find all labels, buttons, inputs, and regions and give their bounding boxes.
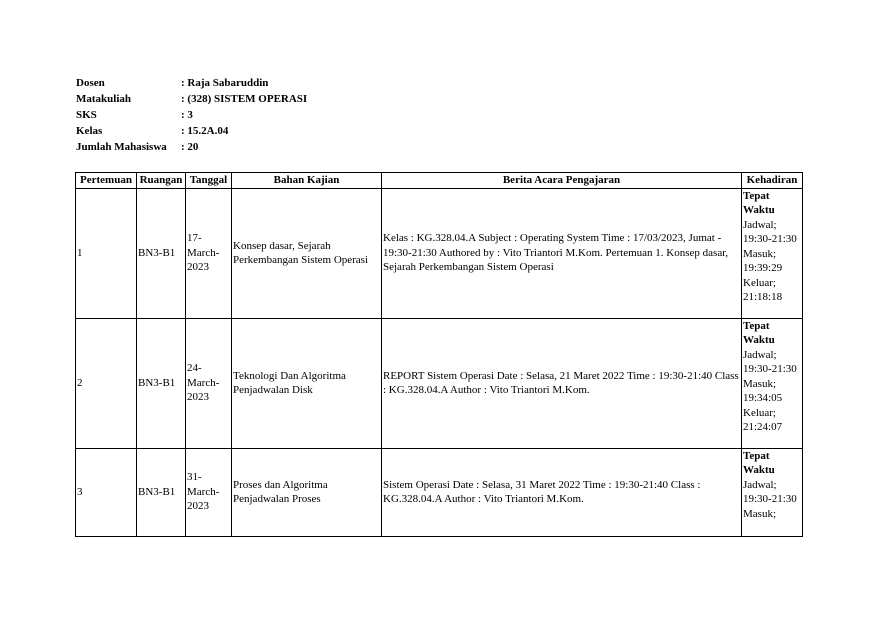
cell-berita-acara: REPORT Sistem Operasi Date : Selasa, 21 Maret 2022 Time : 19:30-21:40 Class : KG.328.04.A Author : Vito Triantori M.Kom. [382, 318, 742, 448]
info-value: : (328) SISTEM OPERASI [181, 93, 308, 105]
cell-tanggal: 17-March-2023 [186, 188, 232, 318]
info-row-jumlah-mahasiswa [76, 139, 307, 155]
attendance-status: Tepat Waktu [743, 449, 775, 476]
cell-berita-acara: Kelas : KG.328.04.A Subject : Operating System Time : 17/03/2023, Jumat - 19:30-21:30 Authored by : Vito Triantori M.Kom. Pertemuan 1. Konsep dasar, Sejarah Perkembangan Sistem Operasi [382, 188, 742, 318]
cell-ruangan: BN3-B1 [137, 318, 186, 448]
attendance-keluar: Keluar; 21:24:07 [743, 406, 783, 433]
cell-kehadiran [742, 448, 803, 536]
cell-pertemuan: 1 [76, 188, 137, 318]
attendance-keluar: Keluar; 21:18:18 [743, 276, 783, 303]
header-pertemuan: Pertemuan [76, 173, 137, 189]
attendance-masuk: Masuk; 19:34:05 [743, 377, 783, 404]
info-label: Kelas [76, 125, 103, 137]
cell-kehadiran [742, 188, 803, 318]
table-row [76, 318, 803, 448]
attendance-status: Tepat Waktu [743, 189, 775, 216]
info-row-sks [76, 107, 307, 123]
table-row [76, 188, 803, 318]
info-label: Jumlah Mahasiswa [76, 141, 167, 153]
teaching-report-table [75, 172, 803, 537]
attendance-jadwal: Jadwal; 19:30-21:30 [743, 218, 797, 245]
cell-bahan-kajian: Proses dan Algoritma Penjadwalan Proses [232, 448, 382, 536]
cell-pertemuan: 3 [76, 448, 137, 536]
attendance-masuk: Masuk; [743, 507, 776, 520]
info-value: : 15.2A.04 [181, 125, 229, 137]
header-bahan-kajian: Bahan Kajian [232, 173, 382, 189]
header-berita-acara: Berita Acara Pengajaran [382, 173, 742, 189]
cell-ruangan: BN3-B1 [137, 188, 186, 318]
info-row-kelas [76, 123, 307, 139]
course-info [76, 75, 307, 155]
table-header-row [76, 173, 803, 189]
info-value: : Raja Sabaruddin [181, 77, 269, 89]
info-label: SKS [76, 109, 97, 121]
info-row-matakuliah [76, 91, 307, 107]
attendance-clip [743, 449, 802, 536]
attendance-masuk: Masuk; 19:39:29 [743, 247, 783, 274]
header-tanggal: Tanggal [186, 173, 232, 189]
cell-berita-acara: Sistem Operasi Date : Selasa, 31 Maret 2022 Time : 19:30-21:40 Class : KG.328.04.A Author : Vito Triantori M.Kom. [382, 448, 742, 536]
header-ruangan: Ruangan [137, 173, 186, 189]
info-value: : 20 [181, 141, 199, 153]
header-kehadiran: Kehadiran [742, 173, 803, 189]
info-label: Dosen [76, 77, 105, 89]
cell-ruangan: BN3-B1 [137, 448, 186, 536]
attendance-status: Tepat Waktu [743, 319, 775, 346]
table-row [76, 448, 803, 536]
cell-bahan-kajian: Konsep dasar, Sejarah Perkembangan Sistem Operasi [232, 188, 382, 318]
info-row-dosen [76, 75, 307, 91]
info-label: Matakuliah [76, 93, 132, 105]
cell-kehadiran [742, 318, 803, 448]
cell-tanggal: 24-March-2023 [186, 318, 232, 448]
attendance-jadwal: Jadwal; 19:30-21:30 [743, 478, 797, 505]
cell-tanggal: 31-March-2023 [186, 448, 232, 536]
attendance-jadwal: Jadwal; 19:30-21:30 [743, 348, 797, 375]
info-value: : 3 [181, 109, 193, 121]
cell-pertemuan: 2 [76, 318, 137, 448]
cell-bahan-kajian: Teknologi Dan Algoritma Penjadwalan Disk [232, 318, 382, 448]
